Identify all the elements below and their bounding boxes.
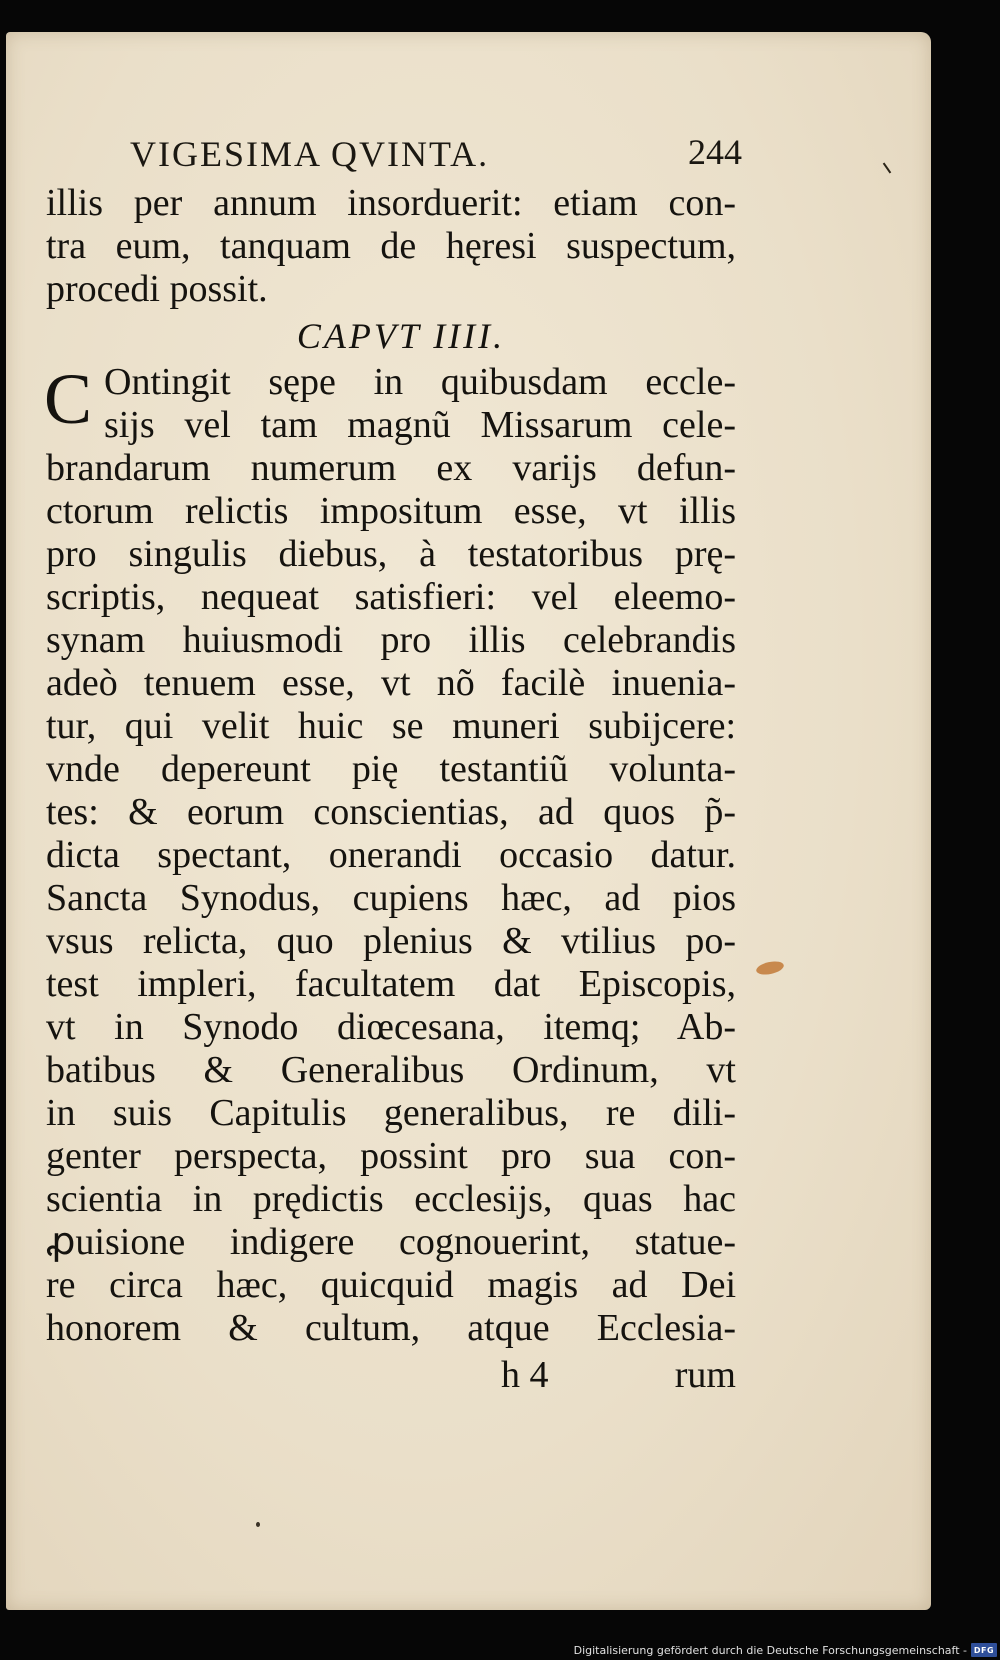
text-line: ctorum relictis impositum esse, vt illis xyxy=(46,490,736,532)
text-line: tes: & eorum conscientias, ad quos p̃- xyxy=(46,791,736,833)
text-line: procedi possit. xyxy=(46,268,268,310)
dfg-logo xyxy=(971,1643,997,1657)
text-line: ꝓuisione indigere cognouerint, statue- xyxy=(46,1221,736,1263)
text-line: illis per annum insorduerit: etiam con- xyxy=(46,182,736,224)
body-text xyxy=(46,182,736,1398)
text-line: synam huiusmodi pro illis celebrandis xyxy=(46,619,736,661)
text-line: brandarum numerum ex varijs defun- xyxy=(46,447,736,489)
text-line: batibus & Generalibus Ordinum, vt xyxy=(46,1049,736,1091)
edge-mark xyxy=(883,163,892,174)
text-line: dicta spectant, onerandi occasio datur. xyxy=(46,834,736,876)
text-line: scriptis, nequeat satisfieri: vel eleemo- xyxy=(46,576,736,618)
text-line: in suis Capitulis generalibus, re dili- xyxy=(46,1092,736,1134)
signature-catchword-line xyxy=(46,1352,736,1398)
folio-number: 244 xyxy=(688,132,742,172)
dfg-logo-text: DFG xyxy=(973,1645,995,1655)
text-line: Sancta Synodus, cupiens hæc, ad pios xyxy=(46,877,736,919)
text-line: pro singulis diebus, à testatoribus prę- xyxy=(46,533,736,575)
drop-cap-initial: C xyxy=(44,359,93,439)
first-line-text: Ontingit sępe in quibusdam eccle- xyxy=(104,361,736,403)
text-line: adeò tenuem esse, vt nõ facilè inuenia- xyxy=(46,662,736,704)
credit-text: Digitalisierung gefördert durch die Deutsche Forschungsgemeinschaft - xyxy=(573,1643,967,1657)
text-line: tra eum, tanquam de hęresi suspectum, xyxy=(46,225,736,267)
signature-mark: h 4 xyxy=(501,1354,549,1396)
text-line: vnde depereunt pię testantiũ volunta- xyxy=(46,748,736,790)
catchword: rum xyxy=(674,1354,736,1396)
text-line: scientia in prędictis ecclesijs, quas hac xyxy=(46,1178,736,1220)
text-line: sijs vel tam magnũ Missarum cele- xyxy=(104,404,736,446)
running-title: VIGESIMA QVINTA. xyxy=(130,134,490,174)
text-line: re circa hæc, quicquid magis ad Dei xyxy=(46,1264,736,1306)
text-line: genter perspecta, possint pro sua con- xyxy=(46,1135,736,1177)
text-line: tur, qui velit huic se muneri subijcere: xyxy=(46,705,736,747)
chapter-heading: CAPVT IIII. xyxy=(296,316,506,356)
text-line: vt in Synodo diœcesana, itemq; Ab- xyxy=(46,1006,736,1048)
paper-stain xyxy=(755,959,785,977)
text-line: vsus relicta, quo plenius & vtilius po- xyxy=(46,920,736,962)
ink-speck xyxy=(256,1522,260,1527)
text-line: test impleri, facultatem dat Episcopis, xyxy=(46,963,736,1005)
book-page xyxy=(6,32,931,1610)
digitization-credit xyxy=(568,1640,1000,1660)
running-head xyxy=(130,127,742,187)
text-line: honorem & cultum, atque Ecclesia- xyxy=(46,1307,736,1349)
